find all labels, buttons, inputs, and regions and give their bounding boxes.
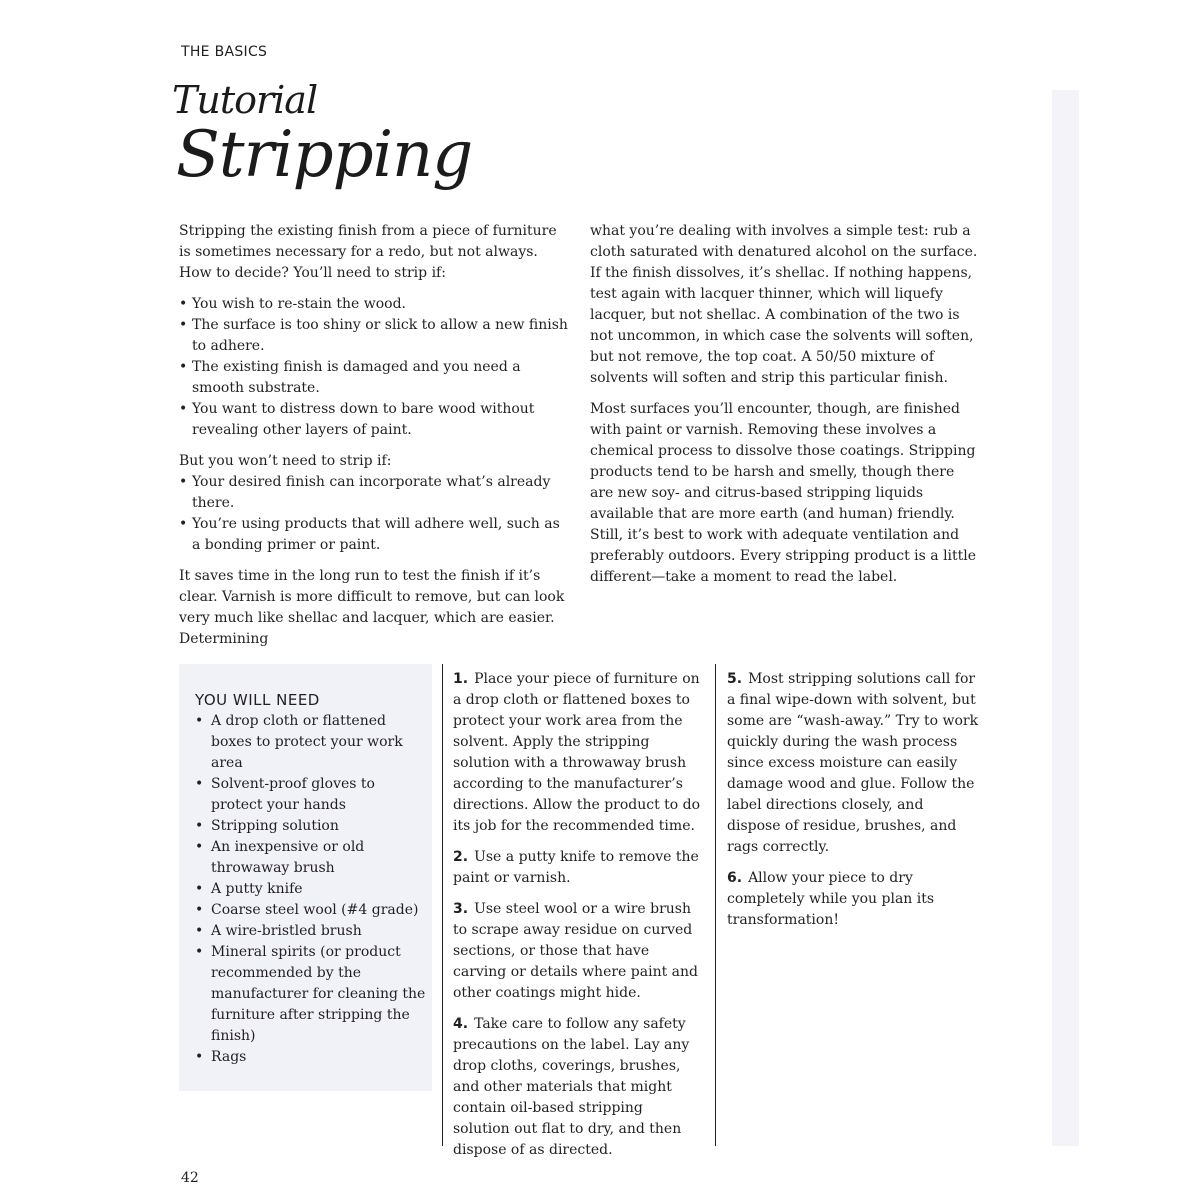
list-item: • A putty knife	[195, 879, 427, 900]
no-strip-lead: But you won’t need to strip if:	[179, 453, 392, 469]
step-text: Take care to follow any safety precautions on the label. Lay any drop cloths, coverings, brushes, and other materials that might contain oil-based stripping solution out flat to dry, and then dispose of as directed.	[453, 1016, 690, 1158]
list-item: • An inexpensive or old throwaway brush	[195, 837, 427, 879]
list-item: • A wire-bristled brush	[195, 921, 427, 942]
step-1	[453, 669, 703, 837]
list-item: • Stripping solution	[195, 816, 427, 837]
step-text: Use a putty knife to remove the paint or varnish.	[453, 849, 699, 886]
test-paragraph-end: what you’re dealing with involves a simple test: rub a cloth saturated with denatured alcohol on the surface. If the finish dissolves, it’s shellac. If nothing happens, test again with lacquer thinner, which will liquefy lacquer, but not shellac. A combination of the two is not uncommon, in which case the solvents will soften, but not remove, the top coat. A 50/50 mixture of solvents will soften and strip this particular finish.	[590, 223, 978, 386]
step-5	[727, 669, 981, 858]
test-paragraph-start: It saves time in the long run to test the finish if it’s clear. Varnish is more difficult to remove, but can look very much like shellac and lacquer, which are easier. Determining	[179, 568, 565, 647]
step-text: Most stripping solutions call for a final wipe-down with solvent, but some are “wash-away.” Try to work quickly during the wash process since excess moisture can easily damage wood and glue. Follow the label directions closely, and dispose of residue, brushes, and rags correctly.	[727, 671, 979, 855]
page-edge-strip	[1052, 90, 1079, 1146]
step-number: 1.	[453, 671, 469, 687]
column-divider	[715, 664, 716, 1146]
list-item: • Your desired finish can incorporate what’s already there.	[179, 472, 571, 514]
list-item: • The surface is too shiny or slick to allow a new finish to adhere.	[179, 315, 571, 357]
step-4	[453, 1014, 703, 1161]
title-subheading: Tutorial	[172, 78, 318, 122]
intro-column-right	[590, 221, 982, 598]
step-6	[727, 868, 981, 931]
you-will-need-heading: YOU WILL NEED	[195, 691, 320, 709]
section-label: THE BASICS	[181, 44, 268, 60]
page-number: 42	[181, 1170, 199, 1186]
intro-column-left	[179, 221, 571, 660]
step-text: Use steel wool or a wire brush to scrape away residue on curved sections, or those that have carving or details where paint and other coatings might hide.	[453, 901, 698, 1001]
list-item: • Mineral spirits (or product recommended by the manufacturer for cleaning the furniture after stripping the finish)	[195, 942, 427, 1047]
surfaces-paragraph: Most surfaces you’ll encounter, though, are finished with paint or varnish. Removing these involves a chemical process to dissolve those coatings. Stripping products tend to be harsh and smelly, though there are new soy- and citrus-based stripping liquids available that are more earth (and human) friendly. Still, it’s best to work with adequate ventilation and preferably outdoors. Every stripping product is a little different—take a moment to read the label.	[590, 401, 977, 585]
step-number: 6.	[727, 870, 743, 886]
intro-lead: Stripping the existing finish from a piece of furniture is sometimes necessary for a redo, but not always. How to decide? You’ll need to strip if:	[179, 223, 557, 281]
list-item: • You’re using products that will adhere well, such as a bonding primer or paint.	[179, 514, 571, 556]
step-number: 2.	[453, 849, 469, 865]
list-item: • The existing finish is damaged and you need a smooth substrate.	[179, 357, 571, 399]
list-item: • You wish to re-stain the wood.	[179, 294, 571, 315]
no-strip-reasons-list	[179, 472, 571, 556]
list-item: • Rags	[195, 1047, 427, 1068]
column-divider	[442, 664, 443, 1146]
steps-column-1	[453, 669, 703, 1171]
list-item: • Solvent-proof gloves to protect your hands	[195, 774, 427, 816]
step-text: Place your piece of furniture on a drop cloth or flattened boxes to protect your work area from the solvent. Apply the stripping solution with a throwaway brush according to the manufacturer’s directions. Allow the product to do its job for the recommended time.	[453, 671, 701, 834]
strip-reasons-list	[179, 294, 571, 441]
step-number: 3.	[453, 901, 469, 917]
steps-column-2	[727, 669, 981, 941]
step-2	[453, 847, 703, 889]
supplies-list	[195, 711, 427, 1068]
step-3	[453, 899, 703, 1004]
you-will-need-content	[195, 690, 427, 1068]
list-item: • Coarse steel wool (#4 grade)	[195, 900, 427, 921]
step-number: 4.	[453, 1016, 469, 1032]
step-text: Allow your piece to dry completely while you plan its transformation!	[727, 870, 935, 928]
step-number: 5.	[727, 671, 743, 687]
list-item: • A drop cloth or flattened boxes to protect your work area	[195, 711, 427, 774]
list-item: • You want to distress down to bare wood without revealing other layers of paint.	[179, 399, 571, 441]
page-title: Stripping	[176, 118, 473, 192]
